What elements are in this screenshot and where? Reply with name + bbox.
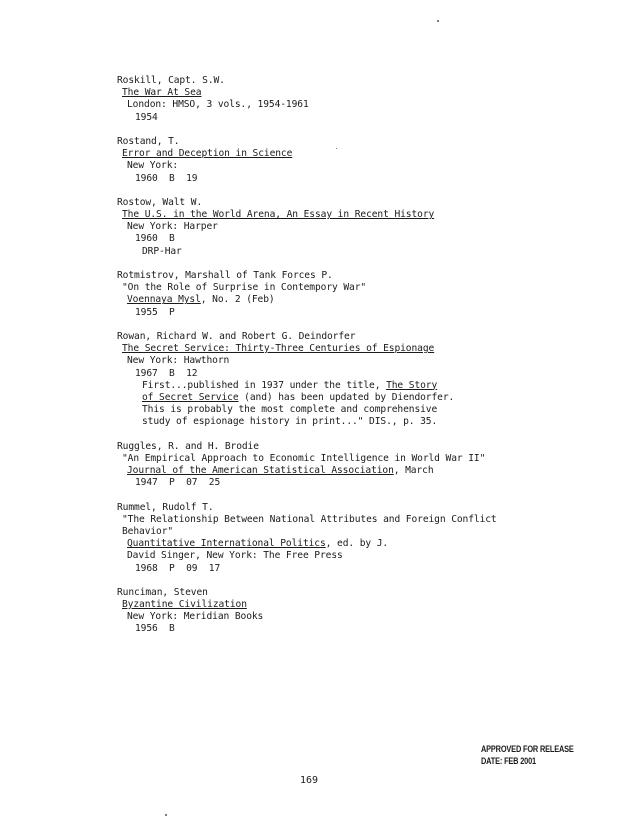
entry-line — [117, 112, 587, 124]
entry-text: New York: Hawthorn — [127, 355, 230, 367]
underlined-title: Journal of the American Statistical Association — [127, 465, 394, 476]
entry-line — [117, 404, 587, 416]
scan-speck — [437, 20, 439, 22]
entry-line — [117, 160, 587, 172]
underlined-title: The U.S. in the World Arena, An Essay in Recent History — [122, 209, 435, 221]
entry-text: New York: — [127, 160, 179, 172]
entry-text: 1960 B 19 — [135, 172, 198, 184]
entry-text: 1954 — [135, 111, 158, 123]
entry-text: First...published in 1937 under the title, — [142, 379, 387, 391]
entry-line — [117, 209, 587, 221]
entry-text: David Singer, New York: The Free Press — [127, 550, 343, 562]
release-stamp — [481, 744, 574, 767]
entry-text: Runciman, Steven — [117, 586, 208, 598]
underlined-title: of Secret Service — [142, 391, 239, 403]
entry-line — [117, 392, 587, 404]
entry-line — [117, 477, 587, 489]
entry-text: Rostow, Walt W. — [117, 196, 203, 208]
entry-line — [117, 282, 587, 294]
entry-text: Behavior" — [122, 525, 174, 537]
entry-text: Rotmistrov, Marshall of Tank Forces P. — [117, 270, 333, 281]
entry-text: Rowan, Richard W. and Robert G. Deindorfer — [117, 330, 356, 342]
entry-text: This is probably the most complete and comprehensive — [142, 404, 438, 416]
underlined-title: Quantitative International Politics — [127, 538, 326, 550]
entry-text: Ruggles, R. and H. Brodie — [117, 440, 259, 452]
entry-line — [117, 368, 587, 380]
underlined-title: The Secret Service: Thirty-Three Centuries of Espionage — [122, 343, 435, 355]
entry-text: New York: Meridian Books — [127, 611, 264, 623]
entry-line — [117, 623, 587, 635]
bibliography-list — [117, 75, 587, 648]
entry-text: 1960 B — [135, 233, 175, 245]
entry-text: , No. 2 (Feb) — [200, 294, 275, 306]
entry-line — [117, 99, 587, 111]
entry-line — [117, 611, 587, 623]
entry-text: Rummel, Rudolf T. — [117, 501, 214, 513]
bibliography-entry — [117, 441, 587, 490]
entry-line — [117, 453, 587, 465]
entry-line — [117, 307, 587, 319]
bibliography-entry — [117, 136, 587, 185]
entry-author — [117, 270, 587, 282]
entry-line — [117, 343, 587, 355]
bibliography-entry — [117, 270, 587, 319]
underlined-title: Voennaya Mysl — [127, 294, 201, 306]
entry-text: study of espionage history in print..." DIS., p. 35. — [142, 416, 438, 428]
entry-author — [117, 197, 587, 209]
bibliography-entry — [117, 587, 587, 636]
entry-line — [117, 148, 587, 160]
entry-text: DRP-Har — [142, 245, 182, 257]
entry-text: 1956 B — [135, 623, 175, 635]
scan-speck — [165, 814, 167, 816]
entry-line — [117, 173, 587, 185]
entry-author — [117, 331, 587, 343]
entry-text: "An Empirical Approach to Economic Intelligence in World War II" — [122, 452, 486, 464]
entry-text: (and) has been updated by Diendorfer. — [238, 391, 455, 403]
bibliography-entry — [117, 197, 587, 258]
entry-line — [117, 563, 587, 575]
entry-line — [117, 380, 587, 392]
entry-line — [117, 465, 587, 477]
entry-author — [117, 75, 587, 87]
entry-text: "The Relationship Between National Attributes and Foreign Conflict — [122, 513, 497, 525]
page-number: 169 — [300, 775, 319, 786]
entry-text: London: HMSO, 3 vols., 1954-1961 — [127, 99, 309, 111]
entry-line — [117, 550, 587, 562]
underlined-title: The War At Sea — [122, 87, 202, 99]
underlined-title: The Story — [386, 379, 438, 391]
entry-text: "On the Role of Surprise in Contempory War" — [122, 282, 367, 294]
scan-speck — [336, 148, 337, 149]
entry-author — [117, 502, 587, 514]
entry-line — [117, 538, 587, 550]
entry-line — [117, 221, 587, 233]
bibliography-entry — [117, 502, 587, 575]
entry-line — [117, 355, 587, 367]
release-stamp-line-2: DATE: FEB 2001 — [481, 755, 536, 766]
entry-line — [117, 514, 587, 526]
underlined-title: Byzantine Civilization — [122, 599, 247, 611]
entry-line — [117, 294, 587, 306]
entry-line — [117, 233, 587, 245]
entry-line — [117, 246, 587, 258]
entry-text: 1967 B 12 — [135, 367, 198, 379]
entry-author — [117, 587, 587, 599]
entry-author — [117, 136, 587, 148]
entry-line — [117, 416, 587, 428]
entry-text: Rostand, T. — [117, 135, 180, 147]
bibliography-entry — [117, 75, 587, 124]
entry-text: 1947 P 07 25 — [135, 477, 221, 489]
entry-line — [117, 599, 587, 611]
bibliography-entry — [117, 331, 587, 429]
entry-line — [117, 526, 587, 538]
entry-text: New York: Harper — [127, 221, 218, 233]
entry-text: 1968 P 09 17 — [135, 562, 221, 574]
underlined-title: Error and Deception in Science — [122, 148, 293, 160]
entry-text: 1955 P — [135, 306, 175, 318]
release-stamp-line-1: APPROVED FOR RELEASE — [481, 744, 574, 754]
entry-author — [117, 441, 587, 453]
entry-text: , March — [393, 465, 434, 476]
entry-text: Roskill, Capt. S.W. — [117, 75, 225, 86]
entry-text: , ed. by J. — [325, 538, 389, 550]
entry-line — [117, 87, 587, 99]
